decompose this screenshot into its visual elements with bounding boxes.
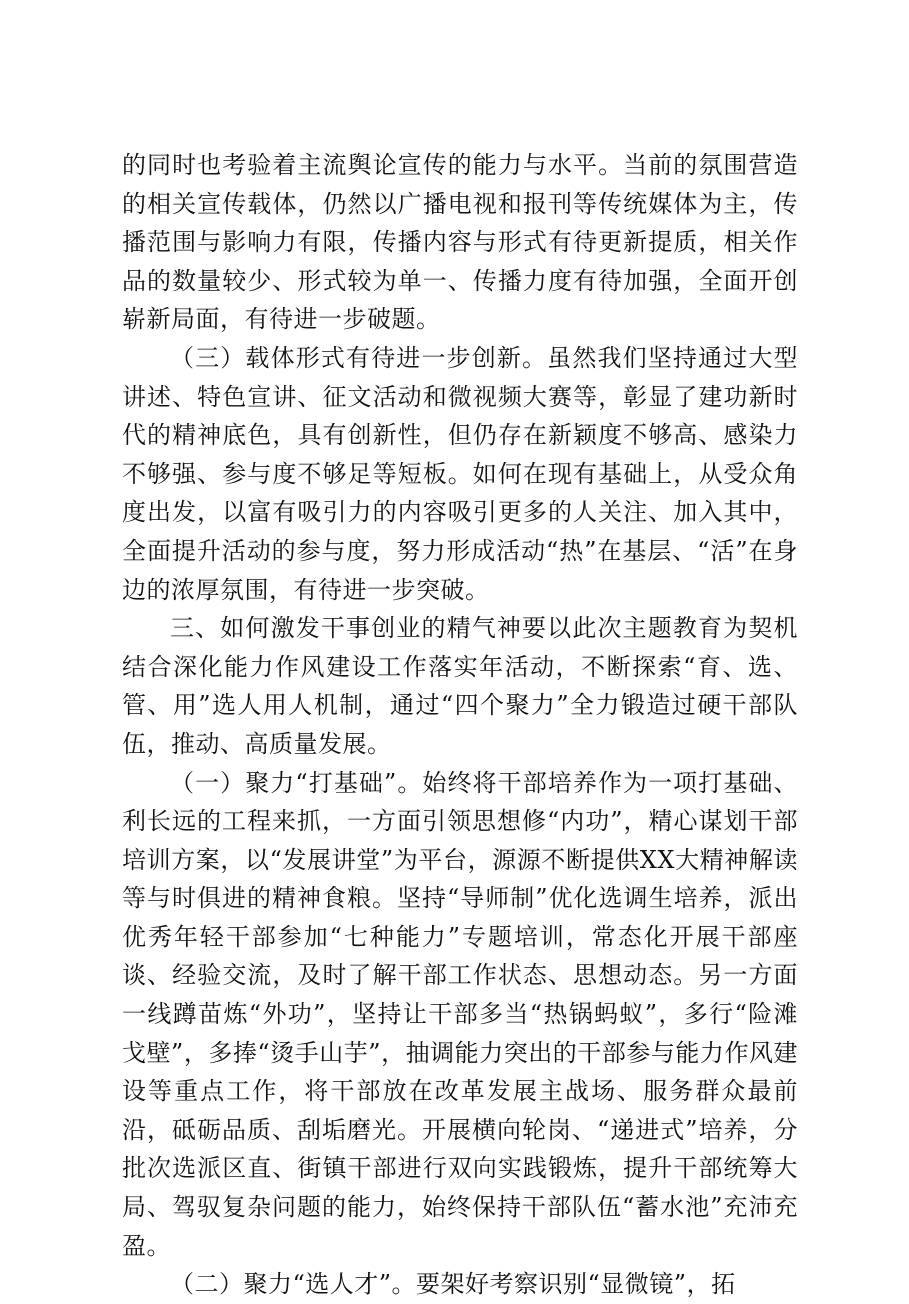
paragraph-continuation: 的同时也考验着主流舆论宣传的能力与水平。当前的氛围营造的相关宣传载体，仍然以广播电视和报刊等传统媒体为主，传播范围与影响力有限，传播内容与形式有待更新提质，相关作品的数量较少、形式较为单一、传播力度有待加强，全面开创崭新局面，有待进一步破题。: [122, 151, 798, 334]
paragraph-section-three: 三、如何激发干事创业的精气神要以此次主题教育为契机结合深化能力作风建设工作落实年活动，不断探索“育、选、管、用”选人用人机制，通过“四个聚力”全力锻造过硬干部队伍，推动、高质量发展。: [122, 614, 798, 758]
paragraph-select-talent: （二）聚力“选人才”。要架好考察识别“显微镜”，拓: [170, 1270, 736, 1299]
paragraph-build-foundation: （一）聚力“打基础”。始终将干部培养作为一项打基础、利长远的工程来抓，一方面引领思想修“内功”，精心谋划干部培训方案，以“发展讲堂”为平台，源源不断提供XX大精神解读等与时俱进的精神食粮。坚持“导师制”优化选调生培养，派出优秀年轻干部参加“七种能力”专题培训，常态化开展干部座谈、经验交流，及时了解干部工作状态、思想动态。另一方面一线蹲苗炼“外功”，坚持让干部多当“热锅蚂蚁”，多行“险滩戈壁”，多捧“烫手山芋”，抽调能力突出的干部参与能力作风建设等重点工作，将干部放在改革发展主战场、服务群众最前沿，砥砺品质、刮垢磨光。开展横向轮岗、“递进式”培养，分批次选派区直、街镇干部进行双向实践锻炼，提升干部统筹大局、驾驭复杂问题的能力，始终保持干部队伍“蓄水池”充沛充盈。: [122, 768, 798, 1260]
document-body: [122, 146, 798, 1304]
paragraph-carrier-form: （三）载体形式有待进一步创新。虽然我们坚持通过大型讲述、特色宣讲、征文活动和微视频大赛等，彰显了建功新时代的精神底色，具有创新性，但仍存在新颖度不够高、感染力不够强、参与度不够足等短板。如何在现有基础上，从受众角度出发，以富有吸引力的内容吸引更多的人关注、加入其中，全面提升活动的参与度，努力形成活动“热”在基层、“活”在身边的浓厚氛围，有待进一步突破。: [122, 343, 798, 604]
